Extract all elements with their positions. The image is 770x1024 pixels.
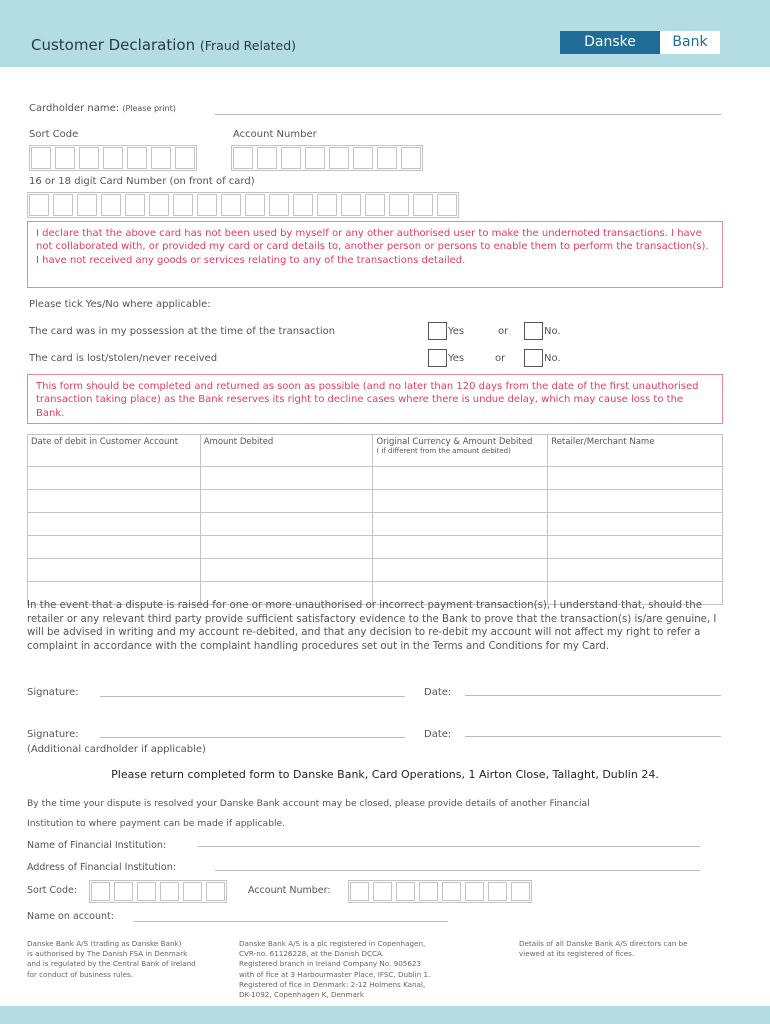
declaration-text: I declare that the above card has not been used by myself or any other authorised user to make the undernoted transactions. I have not collaborated with, or provided my card or card details to, another person or persons to enable them to perform the transaction(s). I have not received any goods or services relating to any of the transactions detailed. [36, 228, 709, 266]
digit-box[interactable] [197, 194, 217, 216]
footer-col-2 [239, 939, 469, 1000]
digit-box[interactable] [103, 147, 123, 169]
danske-bank-logo [560, 31, 720, 54]
name-on-account-field[interactable] [134, 921, 448, 922]
signature-2-field[interactable] [100, 737, 405, 738]
digit-box[interactable] [127, 147, 147, 169]
card-number-label: 16 or 18 digit Card Number (on front of card) [29, 176, 255, 187]
digit-box[interactable] [511, 882, 530, 901]
fi-account-number-label: Account Number: [248, 885, 331, 896]
table-cell[interactable] [200, 559, 373, 582]
digit-box[interactable] [401, 147, 421, 169]
signature-2-label: Signature: [27, 729, 79, 740]
table-cell[interactable] [28, 467, 201, 490]
cardholder-name-label [29, 103, 176, 114]
digit-box[interactable] [245, 194, 265, 216]
footer-line: Details of all Danske Bank A/S directors can be [519, 939, 688, 948]
account-number-boxes[interactable] [231, 145, 423, 171]
tick-instruction: Please tick Yes/No where applicable: [29, 299, 211, 310]
digit-box[interactable] [317, 194, 337, 216]
footer-line: viewed at its registered of fices. [519, 949, 635, 959]
footer-line: and is regulated by the Central Bank of Ireland [27, 959, 196, 969]
table-cell[interactable] [373, 536, 548, 559]
title-subtitle: (Fraud Related) [199, 38, 297, 53]
table-cell[interactable] [200, 490, 373, 513]
table-row [28, 490, 723, 513]
question-lost: The card is lost/stolen/never received [29, 353, 218, 364]
footer-line: is authorised by The Danish FSA in Denmark [27, 949, 188, 959]
digit-box[interactable] [365, 194, 385, 216]
closure-text-2: Institution to where payment can be made if applicable. [27, 818, 286, 829]
digit-box[interactable] [151, 147, 171, 169]
footer-line: Registered of fice in Denmark: 2-12 Holmens Kanal, [239, 979, 426, 989]
table-cell[interactable] [373, 467, 548, 490]
digit-box[interactable] [281, 147, 301, 169]
cardholder-hint: (Please print) [122, 104, 176, 113]
digit-box[interactable] [173, 194, 193, 216]
column-header: Date of debit in Customer Account [28, 435, 201, 467]
footer-col-1 [27, 939, 227, 980]
digit-box[interactable] [91, 882, 110, 901]
possession-no-label: No. [544, 326, 561, 337]
closure-text-1: By the time your dispute is resolved your Danske Bank account may be closed, please provide details of another Financial [27, 798, 590, 809]
digit-box[interactable] [269, 194, 289, 216]
digit-box[interactable] [341, 194, 361, 216]
table-cell[interactable] [200, 513, 373, 536]
deadline-text: This form should be completed and returned as soon as possible (and no later than 120 days from the date of the first unauthorised transaction taking place) as the Bank reserves its right to decline cases where there is undue delay, which may cause loss to the Bank. [36, 381, 699, 419]
logo-danske: Danske [560, 31, 660, 54]
cardholder-label-text: Cardholder name: [29, 103, 120, 114]
table-cell[interactable] [28, 536, 201, 559]
table-cell[interactable] [548, 559, 723, 582]
digit-box[interactable] [396, 882, 415, 901]
digit-box[interactable] [183, 882, 202, 901]
digit-box[interactable] [125, 194, 145, 216]
footer-line: Registered branch in Ireland Company No. 905623 [239, 959, 422, 969]
digit-box[interactable] [373, 882, 392, 901]
lost-yes-label: Yes [448, 353, 465, 364]
transactions-table [27, 434, 723, 605]
table-row [28, 513, 723, 536]
footer-line: with of fice at 3 Harbourmaster Place, IFSC, Dublin 1. [239, 969, 431, 979]
question-possession: The card was in my possession at the time of the transaction [29, 326, 336, 337]
lost-yes-checkbox[interactable] [428, 349, 447, 367]
column-header-text: Original Currency & Amount Debited [376, 437, 533, 447]
digit-box[interactable] [305, 147, 325, 169]
possession-or-label: or [498, 326, 509, 337]
return-address: Please return completed form to Danske Bank, Card Operations, 1 Airton Close, Tallaght, Dublin 24. [111, 768, 659, 781]
digit-box[interactable] [413, 194, 433, 216]
fi-sort-code-boxes[interactable] [89, 880, 227, 903]
digit-box[interactable] [353, 147, 373, 169]
column-header: Amount Debited [200, 435, 373, 467]
column-header-note: ( if different from the amount debited) [376, 447, 511, 455]
table-cell[interactable] [548, 513, 723, 536]
lost-or-label: or [495, 353, 506, 364]
table-row [28, 467, 723, 490]
table-row [28, 559, 723, 582]
possession-yes-checkbox[interactable] [428, 322, 447, 340]
digit-box[interactable] [437, 194, 457, 216]
table-cell[interactable] [548, 490, 723, 513]
digit-box[interactable] [465, 882, 484, 901]
additional-cardholder-note: (Additional cardholder if applicable) [27, 744, 206, 755]
digit-box[interactable] [137, 882, 156, 901]
fi-name-label: Name of Financial Institution: [27, 840, 167, 851]
digit-box[interactable] [149, 194, 169, 216]
fi-address-label: Address of Financial Institution: [27, 862, 176, 873]
footer-col-3 [519, 939, 739, 959]
digit-box[interactable] [293, 194, 313, 216]
table-cell[interactable] [200, 467, 373, 490]
lost-no-label: No. [544, 353, 561, 364]
digit-box[interactable] [329, 147, 349, 169]
digit-box[interactable] [233, 147, 253, 169]
account-number-label: Account Number [233, 129, 317, 140]
deadline-box [27, 374, 723, 424]
digit-box[interactable] [488, 882, 507, 901]
date-label: Date: [424, 687, 452, 698]
digit-box[interactable] [442, 882, 461, 901]
table-cell[interactable] [28, 559, 201, 582]
digit-box[interactable] [389, 194, 409, 216]
cardholder-name-field[interactable] [215, 114, 721, 115]
page-title [31, 36, 296, 54]
footer-band [0, 1006, 770, 1024]
digit-box[interactable] [29, 194, 49, 216]
footer-line: DK-1092, Copenhagen K, Denmark [239, 990, 365, 1000]
table-cell[interactable] [28, 513, 201, 536]
digit-box[interactable] [79, 147, 99, 169]
signature-label: Signature: [27, 687, 79, 698]
fi-sort-code-label: Sort Code: [27, 885, 78, 896]
table-header-row [28, 435, 723, 467]
sort-code-label: Sort Code [29, 129, 79, 140]
footer-line: for conduct of business rules. [27, 969, 134, 979]
logo-bank: Bank [672, 34, 708, 50]
digit-box[interactable] [77, 194, 97, 216]
table-cell[interactable] [28, 490, 201, 513]
table-row [28, 536, 723, 559]
possession-yes-label: Yes [448, 326, 465, 337]
fi-address-field[interactable] [215, 870, 700, 871]
table-cell[interactable] [548, 467, 723, 490]
digit-box[interactable] [31, 147, 51, 169]
digit-box[interactable] [101, 194, 121, 216]
digit-box[interactable] [206, 882, 225, 901]
date-2-label: Date: [424, 729, 452, 740]
date-field[interactable] [465, 695, 721, 696]
name-on-account-label: Name on account: [27, 911, 114, 922]
sort-code-boxes[interactable] [29, 145, 197, 171]
digit-box[interactable] [221, 194, 241, 216]
digit-box[interactable] [53, 194, 73, 216]
table-cell[interactable] [548, 536, 723, 559]
digit-box[interactable] [114, 882, 133, 901]
table-cell[interactable] [373, 513, 548, 536]
column-header [373, 435, 548, 467]
lost-no-checkbox[interactable] [524, 349, 543, 367]
table-cell[interactable] [200, 536, 373, 559]
footer-line: Danske Bank A/S (trading as Danske Bank) [27, 939, 182, 948]
digit-box[interactable] [419, 882, 438, 901]
digit-box[interactable] [350, 882, 369, 901]
digit-box[interactable] [257, 147, 277, 169]
footer-line: CVR-no. 61126228, at the Danish DCCA. [239, 949, 385, 959]
fi-account-number-boxes[interactable] [348, 880, 532, 903]
signature-field[interactable] [100, 696, 405, 697]
table-cell[interactable] [373, 559, 548, 582]
fi-name-field[interactable] [198, 846, 700, 847]
digit-box[interactable] [160, 882, 179, 901]
digit-box[interactable] [377, 147, 397, 169]
possession-no-checkbox[interactable] [524, 322, 543, 340]
digit-box[interactable] [175, 147, 195, 169]
footer-line: Danske Bank A/S is a plc registered in Copenhagen, [239, 939, 426, 948]
declaration-box [27, 221, 723, 288]
digit-box[interactable] [55, 147, 75, 169]
date-2-field[interactable] [465, 736, 721, 737]
card-number-boxes[interactable] [27, 192, 459, 218]
title-text: Customer Declaration [31, 36, 196, 54]
column-header: Retailer/Merchant Name [548, 435, 723, 467]
dispute-paragraph: In the event that a dispute is raised for one or more unauthorised or incorrect payment transaction(s), I understand that, should the retailer or any relevant third party provide sufficient satisfactory evidence to the Bank to prove that the transaction(s) is/are genuine, I will be advised in writing and my account re-debited, and that any decision to re-debit my account will not affect my right to refer a complaint in accordance with the complaint handling procedures set out in the Terms and Conditions for my Card. [27, 600, 717, 652]
table-cell[interactable] [373, 490, 548, 513]
